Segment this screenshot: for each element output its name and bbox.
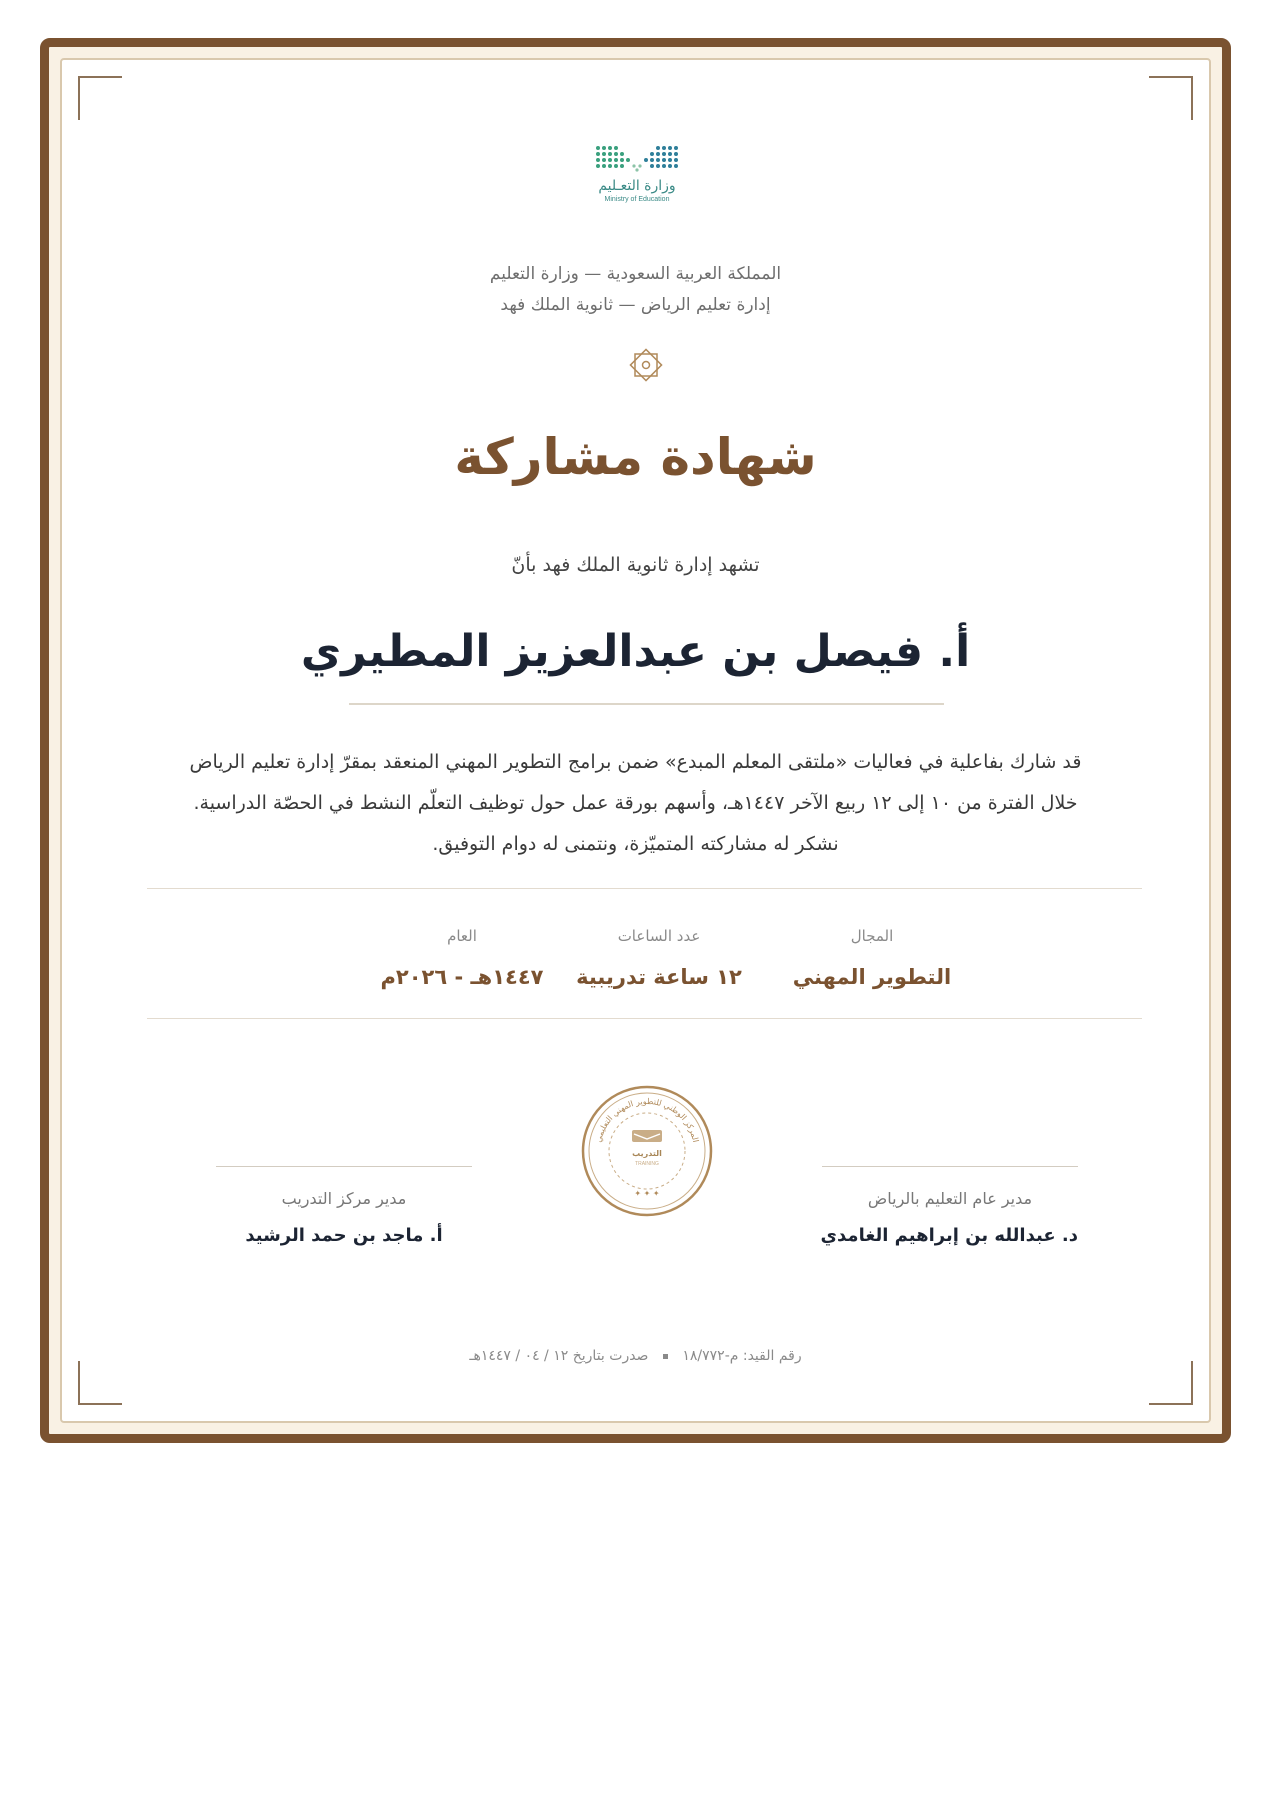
corner-ornament-top-left [78,76,122,120]
issuer-line-2: إدارة تعليم الرياض — ثانوية الملك فهد [500,295,771,315]
issue-date: صدرت بتاريخ ١٢ / ٠٤ / ١٤٤٧هـ [469,1348,649,1364]
info-hours-value: ١٢ ساعة تدريبية [576,965,742,989]
svg-text:المركز الوطني للتطوير المهني ا: المركز الوطني للتطوير المهني التعليمي [593,1096,701,1144]
info-year-value: ١٤٤٧هـ - ٢٠٢٦م [380,965,544,989]
certificate-frame [40,38,1231,1443]
svg-text:TRAINING: TRAINING [635,1161,659,1167]
certificate-title: شهادة مشاركة [454,428,817,486]
name-divider [349,703,944,705]
corner-ornament-bottom-right [1149,1361,1193,1405]
signature-line [216,1166,472,1167]
ministry-logo-english: Ministry of Education [604,196,670,203]
ministry-logo-arabic: وزارة التعـليم [598,178,676,194]
certifies-line: تشهد إدارة ثانوية الملك فهد بأنّ [511,554,760,576]
signature-left-name: أ. ماجد بن حمد الرشيد [245,1225,443,1246]
info-field-label: المجال [850,927,894,945]
svg-text:✦ ✦ ✦: ✦ ✦ ✦ [634,1189,660,1198]
info-hours-label: عدد الساعات [617,927,701,945]
corner-ornament-top-right [1149,76,1193,120]
signature-right-role: مدير عام التعليم بالرياض [867,1189,1033,1208]
certificate-body: قد شارك بفاعلية في فعاليات «ملتقى المعلم المبدع» ضمن برامج التطوير المهني المنعقد بمقرّ إدارة تعليم الرياض خلال الفترة من ١٠ إلى ١٢ ربيع الآخر ١٤٤٧هـ، وأسهم بورقة عمل حول توظيف التعلّم النشط في الحصّة الدراسية. نشكر له مشاركته المتميّزة، ونتمنى له دوام التوفيق. [189,751,1082,855]
info-year [362,927,562,989]
open-book-icon [632,1130,662,1142]
training-seal [580,1084,714,1218]
info-field [762,927,982,989]
signature-right-name: د. عبدالله بن إبراهيم الغامدي [820,1225,1078,1246]
issuer-line-1: المملكة العربية السعودية — وزارة التعليم [489,264,782,284]
signature-right [822,1166,1078,1246]
ministry-logo [592,142,682,212]
separator-dot [663,1354,668,1359]
info-divider-bottom [147,1018,1142,1019]
info-hours [559,927,759,989]
corner-ornament-bottom-left [78,1361,122,1405]
info-field-value: التطوير المهني [792,965,952,989]
signature-line [822,1166,1078,1167]
signature-left-role: مدير مركز التدريب [281,1189,407,1208]
ministry-dots-icon [592,142,682,176]
octagram-ornament-icon [626,345,666,385]
svg-text:التدريب: التدريب [632,1149,662,1158]
info-year-label: العام [447,927,477,945]
certificate-page [60,58,1211,1423]
record-number: رقم القيد: م-١٨/٧٧٢ [682,1348,802,1364]
certificate-footer [62,1348,1209,1364]
info-divider-top [147,888,1142,889]
recipient-name: أ. فيصل بن عبدالعزيز المطيري [300,626,971,677]
signature-left [216,1166,472,1246]
